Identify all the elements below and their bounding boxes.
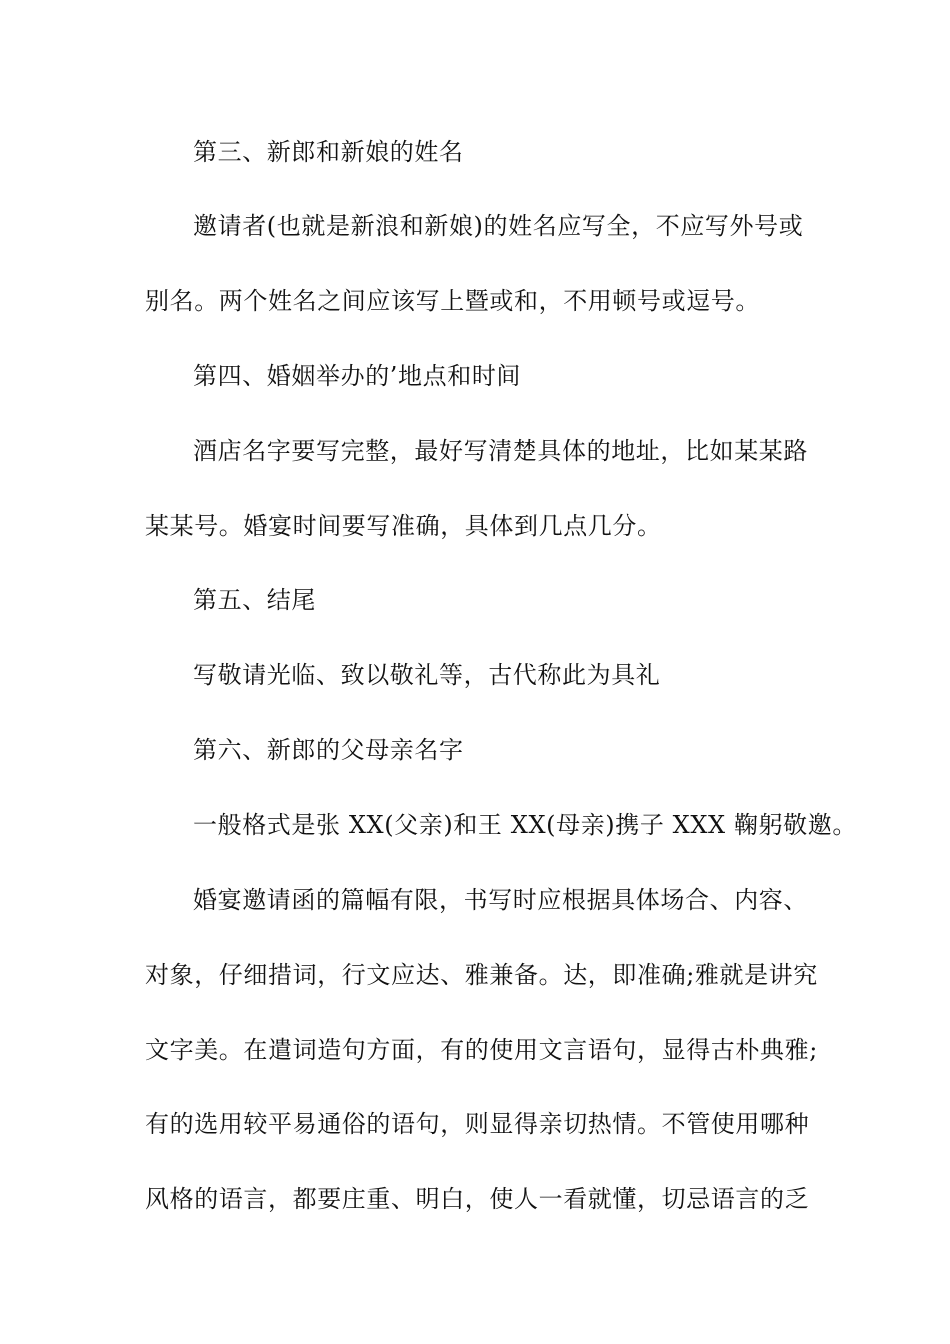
paragraph-line: 对象，仔细措词，行文应达、雅兼备。达，即准确;雅就是讲究 — [145, 961, 818, 989]
section-heading: 第三、新郎和新娘的姓名 — [193, 138, 464, 166]
paragraph-line: 酒店名字要写完整，最好写清楚具体的地址，比如某某路 — [193, 437, 808, 465]
paragraph-line: 别名。两个姓名之间应该写上暨或和，不用顿号或逗号。 — [145, 287, 760, 315]
paragraph-line: 有的选用较平易通俗的语句，则显得亲切热情。不管使用哪种 — [145, 1110, 810, 1138]
paragraph-line: 写敬请光临、致以敬礼等，古代称此为具礼 — [193, 661, 661, 689]
paragraph-line: 婚宴邀请函的篇幅有限，书写时应根据具体场合、内容、 — [193, 886, 808, 914]
paragraph-line: 风格的语言，都要庄重、明白，使人一看就懂，切忌语言的乏 — [145, 1185, 810, 1213]
section-heading: 第五、结尾 — [193, 586, 316, 614]
paragraph-line: 文字美。在遣词造句方面，有的使用文言语句，显得古朴典雅; — [145, 1036, 818, 1064]
paragraph-line: 某某号。婚宴时间要写准确，具体到几点几分。 — [145, 512, 662, 540]
section-heading: 第四、婚姻举办的’地点和时间 — [193, 362, 522, 390]
paragraph-line: 一般格式是张 XX(父亲)和王 XX(母亲)携子 XXX 鞠躬敬邀。 — [193, 811, 857, 839]
section-heading: 第六、新郎的父母亲名字 — [193, 736, 464, 764]
paragraph-line: 邀请者(也就是新浪和新娘)的姓名应写全，不应写外号或 — [193, 212, 804, 240]
